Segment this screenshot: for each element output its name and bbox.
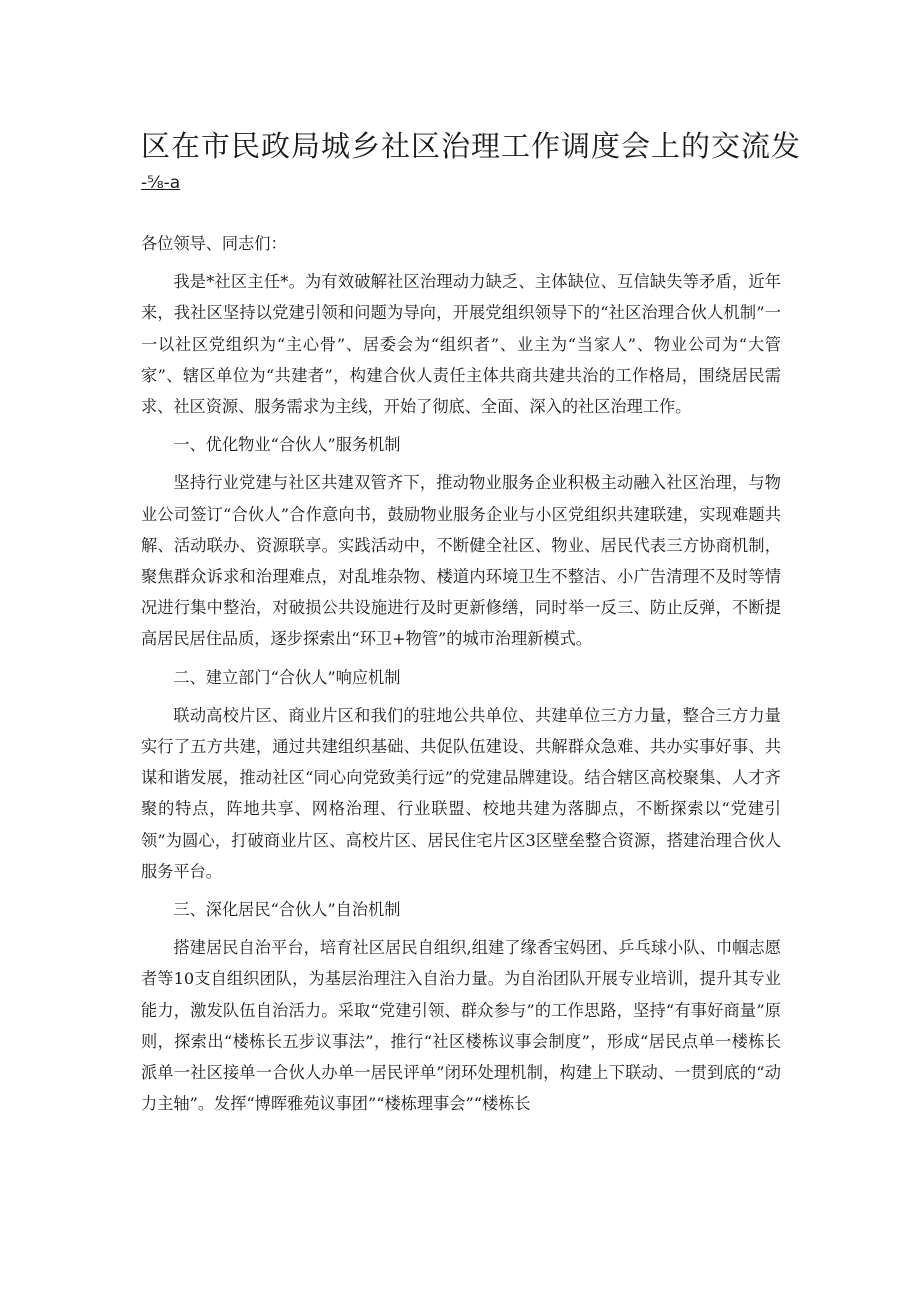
paragraph-section-1: 坚持行业党建与社区共建双管齐下，推动物业服务企业积极主动融入社区治理，与物业公司签订“合伙人”合作意向书，鼓励物业服务企业与小区党组织共建联建，实现难题共解、活动联办、资源联享。实践活动中，不断健全社区、物业、居民代表三方协商机制，聚焦群众诉求和治理难点，对乱堆杂物、楼道内环境卫生不整洁、小广告清理不及时等情况进行集中整治，对破损公共设施进行及时更新修缮，同时举一反三、防止反弹，不断提高居民居住品质，逐步探索出“环卫+物管”的城市治理新模式。 xyxy=(141,473,781,649)
document-body xyxy=(141,228,781,1126)
paragraph-section-3: 搭建居民自治平台，培育社区居民自组织,组建了缘香宝妈团、乒乓球小队、巾帼志愿者等10支自组织团队，为基层治理注入自治力量。为自治团队开展专业培训，提升其专业能力，激发队伍自治活力。采取“党建引领、群众参与”的工作思路，坚持“有事好商量”原则，探索出“楼栋长五步议事法”，推行“社区楼栋议事会制度”，形成“居民点单一楼栋长派单一社区接单一合伙人办单一居民评单”闭环处理机制，构建上下联动、一贯到底的“动力主轴”。发挥“博晖雅苑议事团”“楼栋理事会”“楼栋长 xyxy=(141,938,781,1114)
document-title: 区在市民政局城乡社区治理工作调度会上的交流发 xyxy=(141,129,802,163)
document-subtitle: -⅝-a xyxy=(141,173,181,193)
paragraph-section-2: 联动高校片区、商业片区和我们的驻地公共单位、共建单位三方力量，整合三方力量实行了五方共建，通过共建组织基础、共促队伍建设、共解群众急难、共办实事好事、共谋和谐发展，推动社区“同心向党致美行远”的党建品牌建设。结合辖区高校聚集、人才齐聚的特点，阵地共享、网格治理、行业联盟、校地共建为落脚点，不断探索以“党建引领”为圆心，打破商业片区、高校片区、居民住宅片区3区壁垒整合资源，搭建治理合伙人服务平台。 xyxy=(141,705,781,881)
salutation: 各位领导、同志们： xyxy=(141,234,287,253)
section-heading-1: 一、优化物业“合伙人”服务机制 xyxy=(173,435,401,455)
section-heading-2: 二、建立部门“合伙人”响应机制 xyxy=(173,667,401,687)
paragraph-intro: 我是*社区主任*。为有效破解社区治理动力缺乏、主体缺位、互信缺失等矛盾，近年来，我社区坚持以党建引领和问题为导向，开展党组织领导下的“社区治理合伙人机制”一一以社区党组织为“主心骨”、居委会为“组织者”、业主为“当家人”、物业公司为“大管家”、辖区单位为“共建者”，构建合伙人责任主体共商共建共治的工作格局，围绕居民需求、社区资源、服务需求为主线，开始了彻底、全面、深入的社区治理工作。 xyxy=(141,272,781,417)
section-heading-3: 三、深化居民“合伙人”自治机制 xyxy=(173,900,401,920)
